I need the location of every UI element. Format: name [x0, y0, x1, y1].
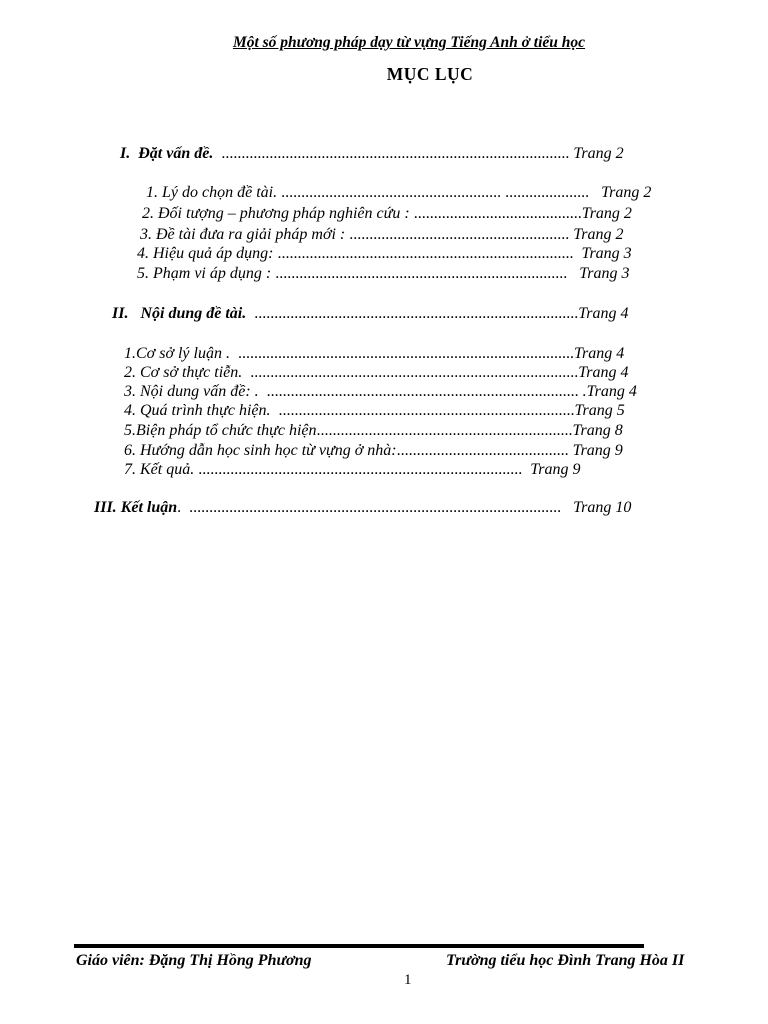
item-1-3-text: 3. Đề tài đưa ra giải pháp mới :: [140, 226, 346, 243]
item-2-4-text: 4. Quá trình thực hiện.: [124, 402, 271, 419]
section-3-page: Trang 10: [573, 499, 632, 516]
item-1-2-text: 2. Đối tượng – phương pháp nghiên cứu :: [142, 205, 410, 222]
footer-school: Trường tiểu học Đình Trang Hòa II: [446, 952, 685, 969]
section-1-page: Trang 2: [573, 145, 624, 162]
document-header-title: Một số phương pháp dạy từ vựng Tiếng Anh ở tiểu học: [232, 34, 586, 51]
toc-item-2-1: 1.Cơ sở lý luận . ....................................................................................Trang 4: [124, 345, 625, 362]
item-2-6-page: Trang 9: [572, 442, 623, 459]
item-2-7-text: 7. Kết quả.: [124, 461, 195, 478]
toc-item-2-7: 7. Kết quả. ................................................................................. Trang 9: [124, 461, 581, 478]
item-2-2-page: Trang 4: [578, 364, 629, 381]
footer-divider: [74, 944, 644, 948]
item-1-3-page: Trang 2: [573, 226, 624, 243]
item-2-3-page: .Trang 4: [582, 383, 637, 400]
item-2-1-page: Trang 4: [573, 345, 625, 362]
section-2-title: Nội dung đề tài.: [140, 305, 247, 322]
toc-item-1-1: 1. Lý do chọn đề tài. ....................................................... ..................... Trang 2: [146, 184, 652, 201]
item-2-3-text: 3. Nội dung vấn đề: .: [124, 383, 259, 400]
footer-teacher: Giáo viên: Đặng Thị Hồng Phương: [76, 952, 312, 969]
item-2-6-text: 6. Hướng dẫn học sinh học từ vựng ở nhà:: [124, 442, 397, 459]
toc-section-3: III. Kết luận. ............................................................................................. Trang 10: [94, 499, 632, 516]
toc-item-1-4: 4. Hiệu quả áp dụng: .......................................................................... Trang 3: [137, 245, 632, 262]
toc-item-2-4: 4. Quá trình thực hiện. ..........................................................................Trang 5: [124, 402, 625, 419]
toc-item-1-3: 3. Đề tài đưa ra giải pháp mới : ....................................................... Trang 2: [140, 226, 624, 243]
toc-item-2-6: 6. Hướng dẫn học sinh học từ vựng ở nhà:........................................... Trang 9: [124, 442, 623, 459]
section-3-title: Kết luận: [120, 499, 178, 516]
item-2-5-text: 5.Biện pháp tổ chức thực hiện: [124, 422, 317, 439]
section-2-numeral: II.: [112, 305, 129, 322]
item-2-7-page: Trang 9: [530, 461, 581, 478]
item-1-1-page: Trang 2: [601, 184, 652, 201]
item-2-1-text: 1.Cơ sở lý luận .: [124, 345, 230, 362]
item-1-1-text: 1. Lý do chọn đề tài.: [146, 184, 278, 201]
toc-item-1-5: 5. Phạm vi áp dụng : ......................................................................... Trang 3: [137, 265, 630, 282]
item-1-4-text: 4. Hiệu quả áp dụng:: [137, 245, 274, 262]
item-2-5-page: Trang 8: [572, 422, 623, 439]
item-2-4-page: Trang 5: [574, 402, 625, 419]
section-3-numeral: III.: [94, 499, 117, 516]
item-1-2-page: Trang 2: [581, 205, 632, 222]
item-1-5-page: Trang 3: [579, 265, 630, 282]
section-1-title: Đặt vấn đề.: [138, 145, 214, 162]
item-1-5-text: 5. Phạm vi áp dụng :: [137, 265, 272, 282]
toc-item-2-2: 2. Cơ sở thực tiễn. ..................................................................................Trang 4: [124, 364, 629, 381]
section-2-page: Trang 4: [578, 305, 629, 322]
toc-item-2-3: 3. Nội dung vấn đề: . .............................................................................. .Trang 4: [124, 383, 637, 400]
toc-item-2-5: 5.Biện pháp tổ chức thực hiện................................................................Trang 8: [124, 422, 623, 439]
section-1-numeral: I.: [120, 145, 131, 162]
item-1-4-page: Trang 3: [581, 245, 632, 262]
item-2-2-text: 2. Cơ sở thực tiễn.: [124, 364, 243, 381]
toc-section-1: I. Đặt vấn đề. ....................................................................................... Trang 2: [120, 145, 624, 162]
page-number: 1: [404, 972, 412, 988]
toc-title: MỤC LỤC: [386, 64, 474, 84]
toc-section-2: II. Nội dung đề tài. .................................................................................Trang 4: [112, 305, 629, 322]
toc-item-1-2: 2. Đối tượng – phương pháp nghiên cứu : ..........................................Trang 2: [142, 205, 632, 222]
